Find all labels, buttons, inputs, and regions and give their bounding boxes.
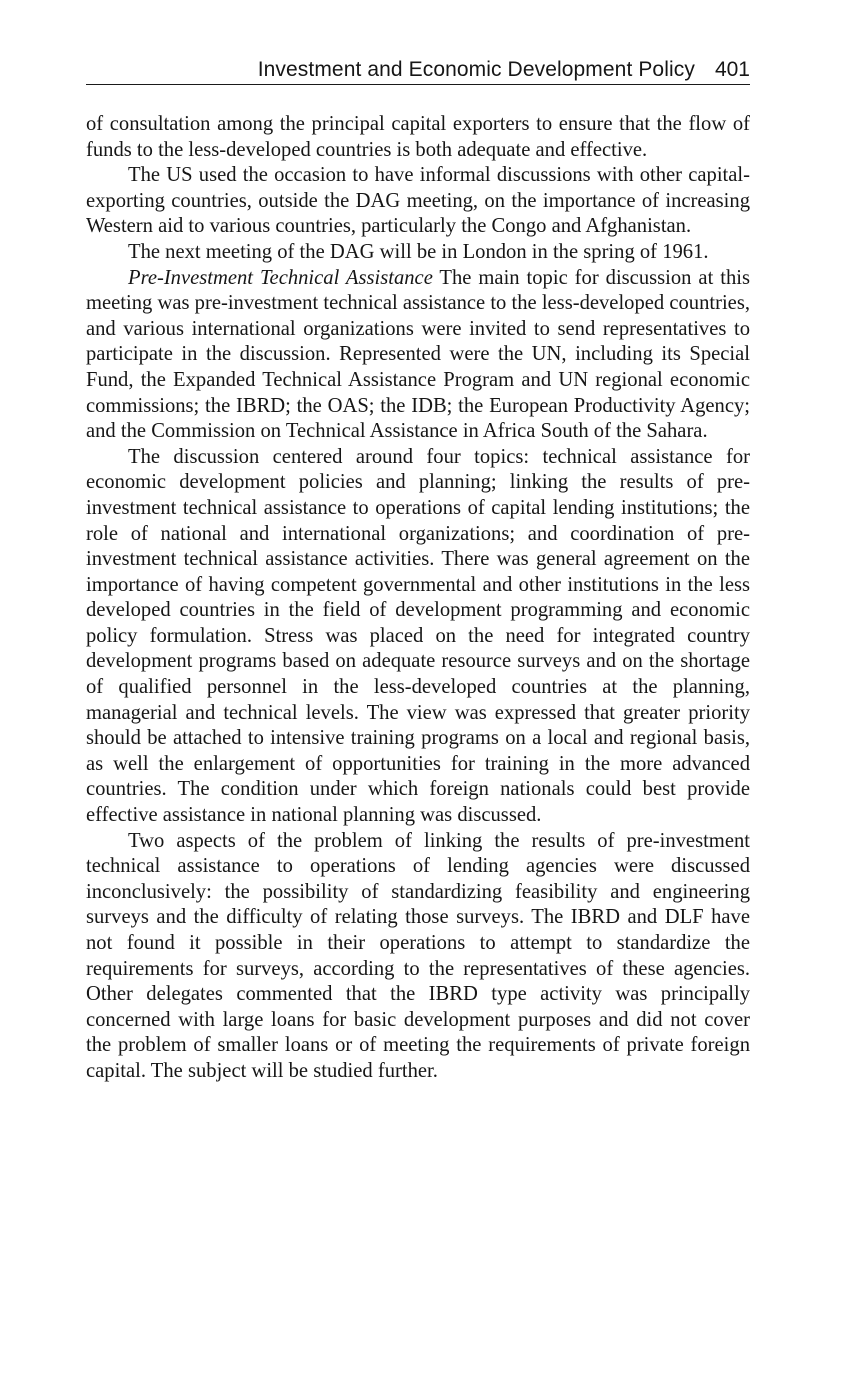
paragraph-text: Two aspects of the problem of linking the results of pre-investment technical assistance to operations of lending agencies were discussed inconclusively: the possibility of standardizing feasibility and engineering surveys and the difficulty of relating those surveys. The IBRD and DLF have not found it possible in their operations to attempt to standardize the requirements for surveys, according to the representatives of these agencies. Other delegates commented that the IBRD type activity was principally concerned with large loans for basic development purposes and did not cover the problem of smaller loans or of meeting the requirements of private foreign capital. The subject will be studied further. (86, 829, 750, 1082)
running-header (86, 56, 750, 85)
paragraph-us-discussions (86, 163, 750, 240)
paragraph-text: The next meeting of the DAG will be in London in the spring of 1961. (128, 240, 709, 263)
paragraph-continuation (86, 112, 750, 163)
paragraph-two-aspects (86, 829, 750, 1085)
paragraph-text: The main topic for discussion at this meeting was pre-investment technical assistance to the less-developed countries, and various international organizations were invited to send representatives to participate in the discussion. Represented were the UN, including its Special Fund, the Expanded Technical Assistance Program and UN regional economic commissions; the IBRD; the OAS; the IDB; the European Productivity Agency; and the Commission on Technical Assistance in Africa South of the Sahara. (86, 266, 751, 443)
book-page (86, 56, 750, 1085)
paragraph-text: The discussion centered around four topics: technical assistance for economic development policies and planning; linking the results of pre-investment technical assistance to operations of capital lending institutions; the role of national and international organizations; and coordination of pre-investment technical assistance activities. There was general agreement on the importance of having competent governmental and other institutions in the less developed countries in the field of development programming and economic policy formulation. Stress was placed on the need for integrated country development programs based on adequate resource surveys and on the shortage of qualified personnel in the less-developed countries at the planning, managerial and technical levels. The view was expressed that greater priority should be attached to intensive training programs on a local and regional basis, as well the enlargement of opportunities for training in the more advanced countries. The condition under which foreign nationals could best provide effective assistance in national planning was discussed. (86, 445, 750, 827)
running-title: Investment and Economic Development Policy (257, 58, 695, 81)
page-number: 401 (714, 58, 750, 81)
paragraph-next-meeting (86, 240, 750, 266)
body-text (86, 112, 750, 1085)
paragraph-text: of consultation among the principal capital exporters to ensure that the flow of funds to the less-developed countries is both adequate and effective. (86, 113, 750, 161)
paragraph-text: The US used the occasion to have informal discussions with other capital-exporting countries, outside the DAG meeting, on the importance of increasing Western aid to various countries, particularly the Congo and Afghanistan. (86, 164, 750, 238)
section-run-in-heading: Pre-Investment Technical Assistance (128, 266, 433, 289)
paragraph-four-topics (86, 445, 750, 829)
paragraph-pre-investment (86, 266, 750, 445)
